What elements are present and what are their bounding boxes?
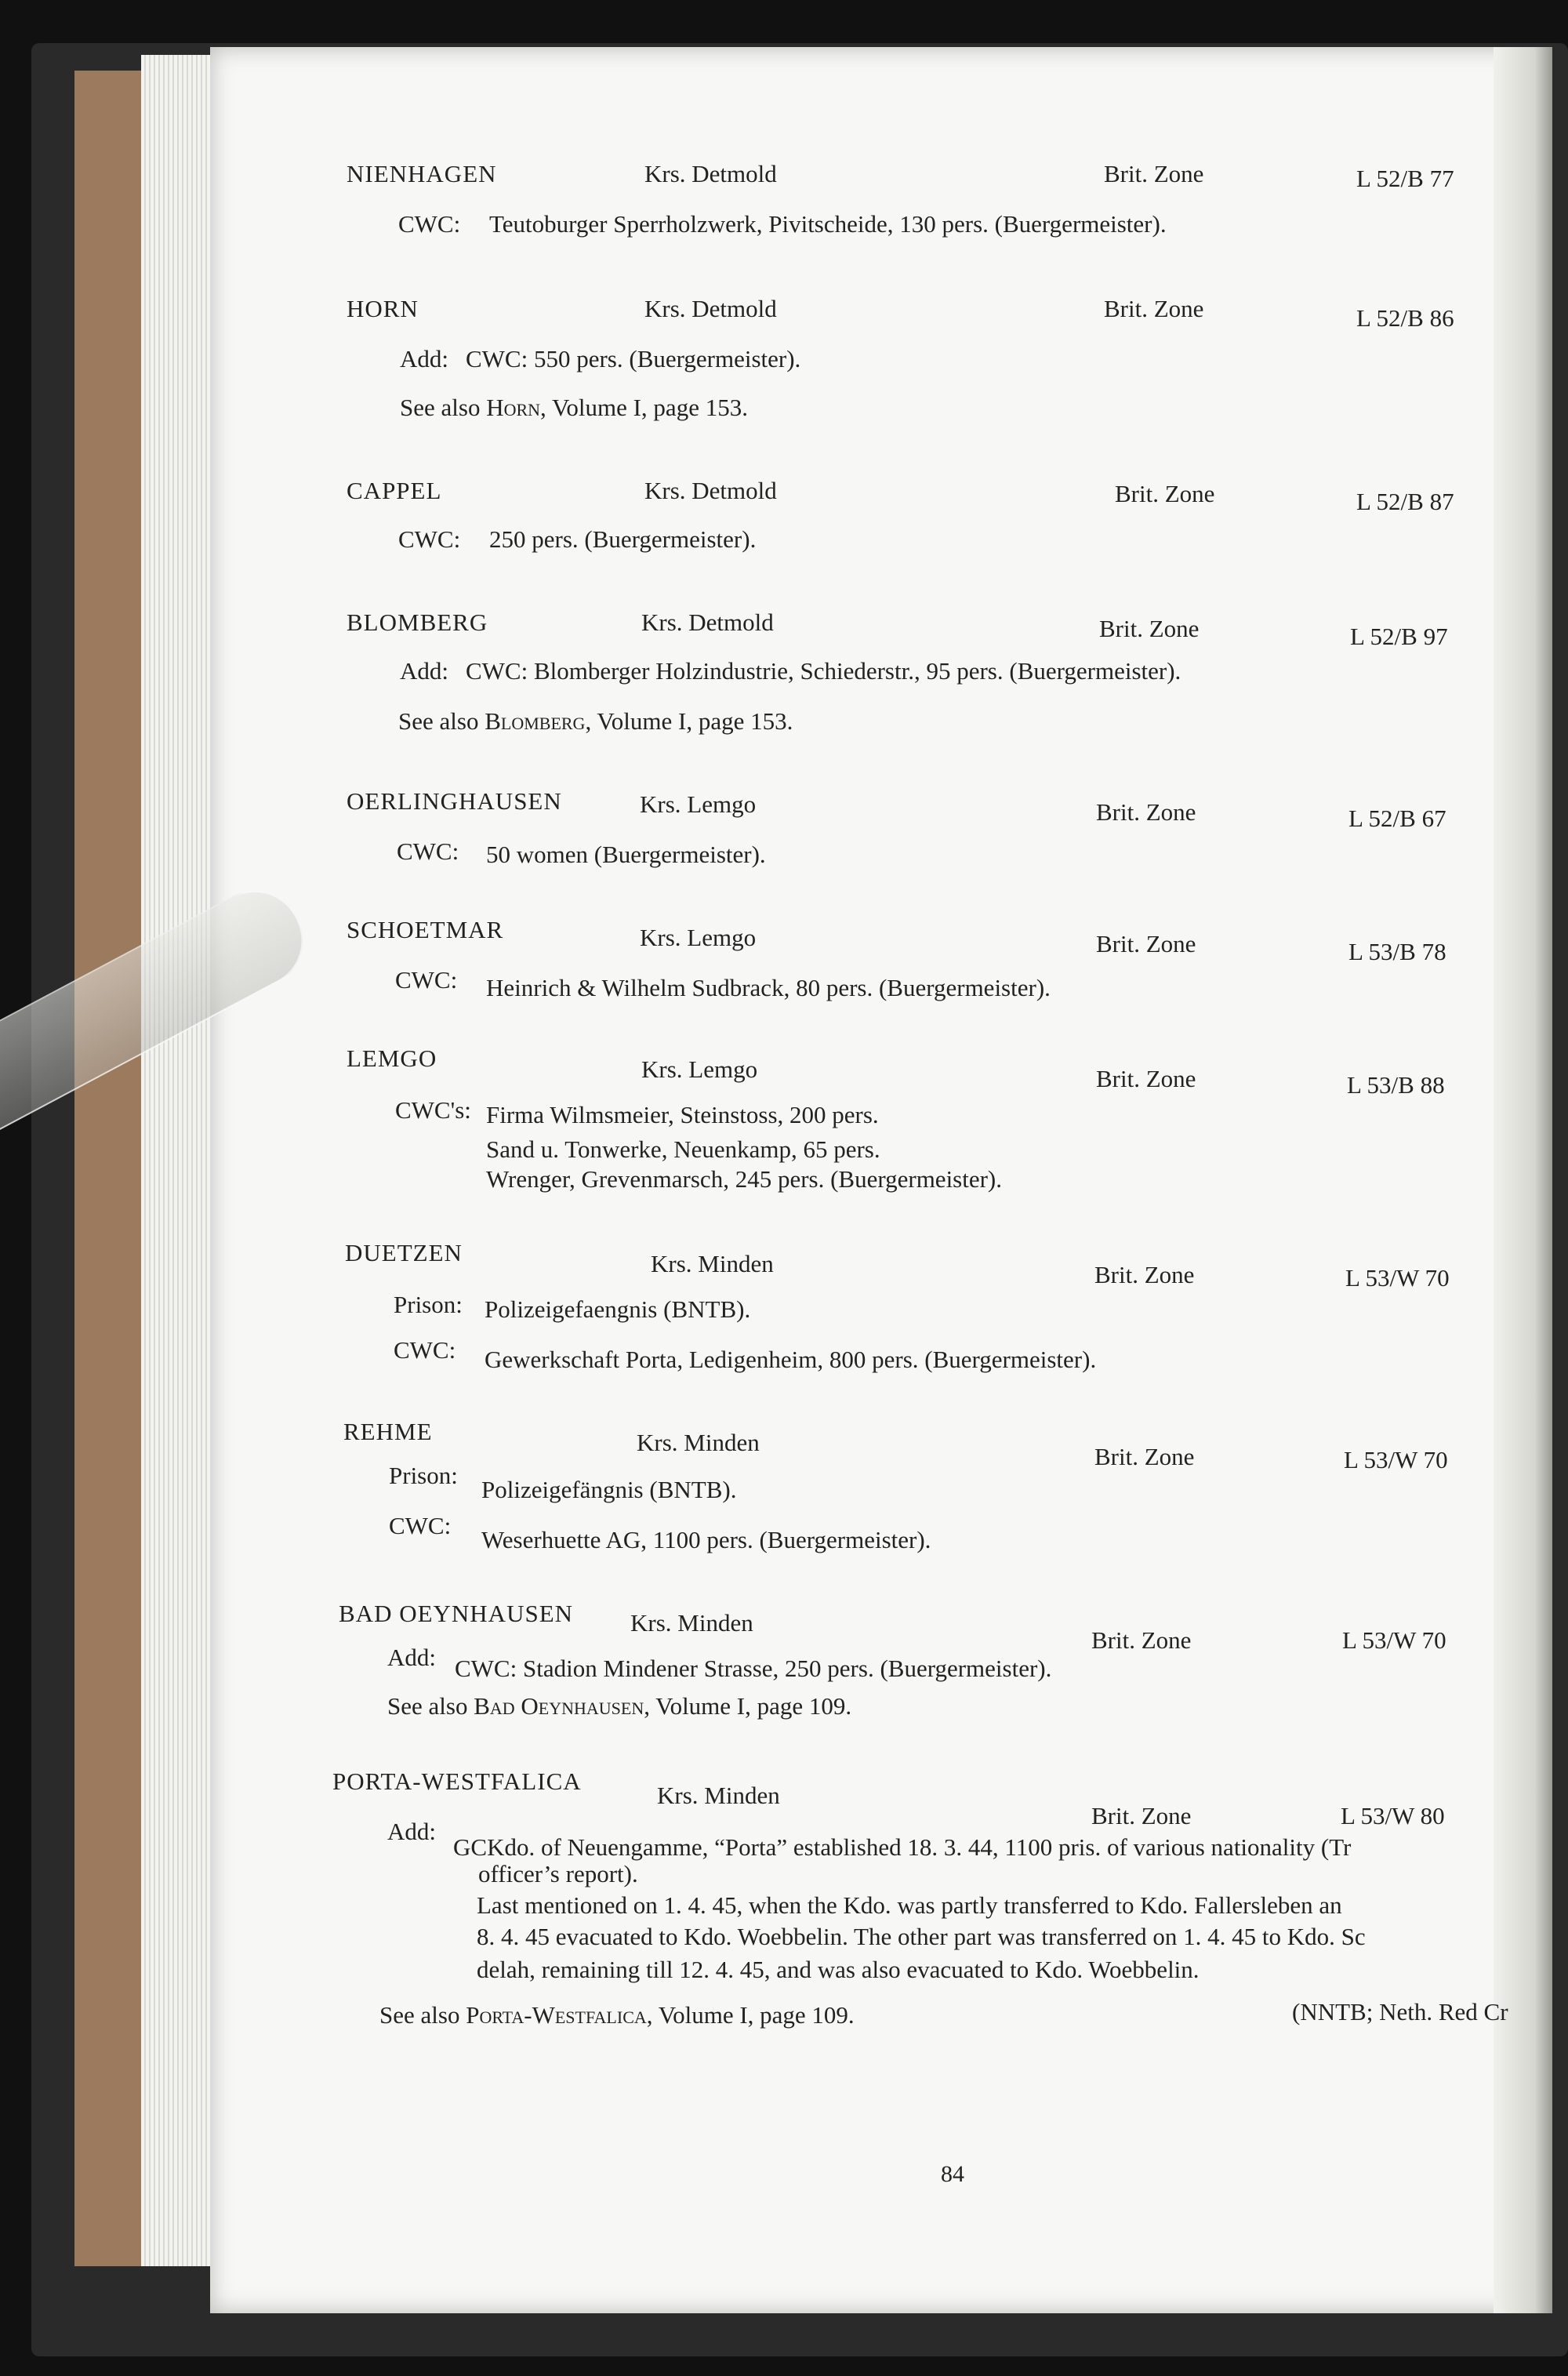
entry-zone: Brit. Zone <box>1096 798 1196 826</box>
entry-label: CWC: <box>397 837 459 865</box>
entry-text: 50 women (Buergermeister). <box>486 841 766 868</box>
entry-text: 250 pers. (Buergermeister). <box>489 525 757 553</box>
entry-zone: Brit. Zone <box>1104 295 1204 322</box>
entry-text: Weserhuette AG, 1100 pers. (Buergermeister). <box>481 1526 931 1553</box>
entry-ref: L 52/B 67 <box>1348 805 1446 832</box>
entry-ref: L 53/W 70 <box>1345 1264 1450 1292</box>
entry-label: CWC: <box>395 966 458 994</box>
entry-zone: Brit. Zone <box>1096 930 1196 957</box>
entry-place: SCHOETMAR <box>347 916 504 943</box>
entry-district: Krs. Detmold <box>644 160 777 187</box>
entry-ref: L 52/B 87 <box>1356 488 1454 515</box>
entry-place: NIENHAGEN <box>347 160 497 187</box>
entry-place: BLOMBERG <box>347 609 488 636</box>
entry-ref: L 53/B 78 <box>1348 938 1446 965</box>
entry-label: Add: <box>387 1818 436 1845</box>
entry-ref: L 53/B 88 <box>1347 1071 1445 1099</box>
entry-text: Polizeigefaengnis (BNTB). <box>485 1295 751 1323</box>
entry-text: CWC: Stadion Mindener Strasse, 250 pers. (Buergermeister). <box>455 1655 1052 1682</box>
entry-text: Teutoburger Sperrholzwerk, Pivitscheide, 130 pers. (Buergermeister). <box>489 210 1167 238</box>
entry-zone: Brit. Zone <box>1091 1802 1192 1829</box>
entry-zone: Brit. Zone <box>1094 1443 1195 1470</box>
see-also: See also Porta-Westfalica, Volume I, page 109. <box>379 2001 855 2029</box>
entry-district: Krs. Detmold <box>644 295 777 322</box>
entry-ref: L 52/B 77 <box>1356 165 1454 192</box>
see-also: See also Bad Oeynhausen, Volume I, page 109. <box>387 1692 852 1720</box>
entry-text: Heinrich & Wilhelm Sudbrack, 80 pers. (Buergermeister). <box>486 974 1051 1001</box>
see-also: See also Blomberg, Volume I, page 153. <box>398 707 793 735</box>
entry-label: Add: <box>400 345 448 372</box>
entry-label: CWC: <box>394 1336 456 1364</box>
entry-text: Wrenger, Grevenmarsch, 245 pers. (Buergermeister). <box>486 1165 1003 1193</box>
entry-district: Krs. Minden <box>651 1250 774 1277</box>
entry-place: BAD OEYNHAUSEN <box>339 1600 574 1627</box>
entry-text: GCKdo. of Neuengamme, “Porta” established 18. 3. 44, 1100 pris. of various nationality (Tr <box>453 1833 1352 1861</box>
entry-ref: L 52/B 86 <box>1356 304 1454 332</box>
entry-zone: Brit. Zone <box>1096 1065 1196 1092</box>
entry-place: HORN <box>347 295 419 322</box>
entry-ref: L 52/B 97 <box>1350 623 1448 650</box>
entry-district: Krs. Detmold <box>644 477 777 504</box>
entry-district: Krs. Lemgo <box>640 790 757 818</box>
entry-label: Prison: <box>394 1291 463 1318</box>
entry-zone: Brit. Zone <box>1091 1626 1192 1654</box>
entry-district: Krs. Minden <box>657 1782 780 1809</box>
entry-source: (NNTB; Neth. Red Cr <box>1292 1998 1508 2025</box>
entry-label: CWC: <box>398 210 461 238</box>
entry-text: Firma Wilmsmeier, Steinstoss, 200 pers. <box>486 1101 879 1128</box>
entry-text: delah, remaining till 12. 4. 45, and was also evacuated to Kdo. Woebbelin. <box>477 1956 1200 1983</box>
entry-district: Krs. Lemgo <box>640 924 757 951</box>
entry-place: DUETZEN <box>345 1239 463 1266</box>
entry-zone: Brit. Zone <box>1099 615 1200 642</box>
see-also: See also Horn, Volume I, page 153. <box>400 394 748 421</box>
entry-text: Gewerkschaft Porta, Ledigenheim, 800 pers. (Buergermeister). <box>485 1346 1097 1373</box>
entry-text: CWC: 550 pers. (Buergermeister). <box>466 345 801 372</box>
entry-text: Sand u. Tonwerke, Neuenkamp, 65 pers. <box>486 1135 880 1163</box>
entry-ref: L 53/W 70 <box>1344 1446 1448 1473</box>
entry-text: CWC: Blomberger Holzindustrie, Schiederstr., 95 pers. (Buergermeister). <box>466 657 1181 685</box>
entry-district: Krs. Minden <box>630 1609 753 1637</box>
entry-text: officer’s report). <box>478 1860 638 1887</box>
entry-place: OERLINGHAUSEN <box>347 787 562 815</box>
entry-zone: Brit. Zone <box>1104 160 1204 187</box>
entry-zone: Brit. Zone <box>1115 480 1215 507</box>
entry-text: 8. 4. 45 evacuated to Kdo. Woebbelin. The other part was transferred on 1. 4. 45 to Kdo. Sc <box>477 1923 1366 1950</box>
entry-label: Add: <box>400 657 448 685</box>
entry-label: CWC's: <box>395 1096 471 1124</box>
entry-text: Polizeigefängnis (BNTB). <box>481 1476 737 1503</box>
entry-district: Krs. Detmold <box>641 609 774 636</box>
entry-district: Krs. Minden <box>637 1429 760 1456</box>
entry-label: Prison: <box>389 1462 458 1489</box>
entry-zone: Brit. Zone <box>1094 1261 1195 1288</box>
page-number: 84 <box>941 2161 964 2187</box>
entry-ref: L 53/W 70 <box>1342 1626 1446 1654</box>
entry-label: CWC: <box>389 1512 452 1539</box>
entry-place: PORTA-WESTFALICA <box>332 1767 582 1795</box>
entry-place: REHME <box>343 1418 433 1445</box>
entry-place: LEMGO <box>347 1044 437 1072</box>
entry-place: CAPPEL <box>347 477 442 504</box>
entry-ref: L 53/W 80 <box>1341 1802 1445 1829</box>
entry-label: Add: <box>387 1644 436 1671</box>
entry-district: Krs. Lemgo <box>641 1055 758 1083</box>
entry-label: CWC: <box>398 525 461 553</box>
entry-text: Last mentioned on 1. 4. 45, when the Kdo. was partly transferred to Kdo. Fallersleben an <box>477 1891 1342 1919</box>
